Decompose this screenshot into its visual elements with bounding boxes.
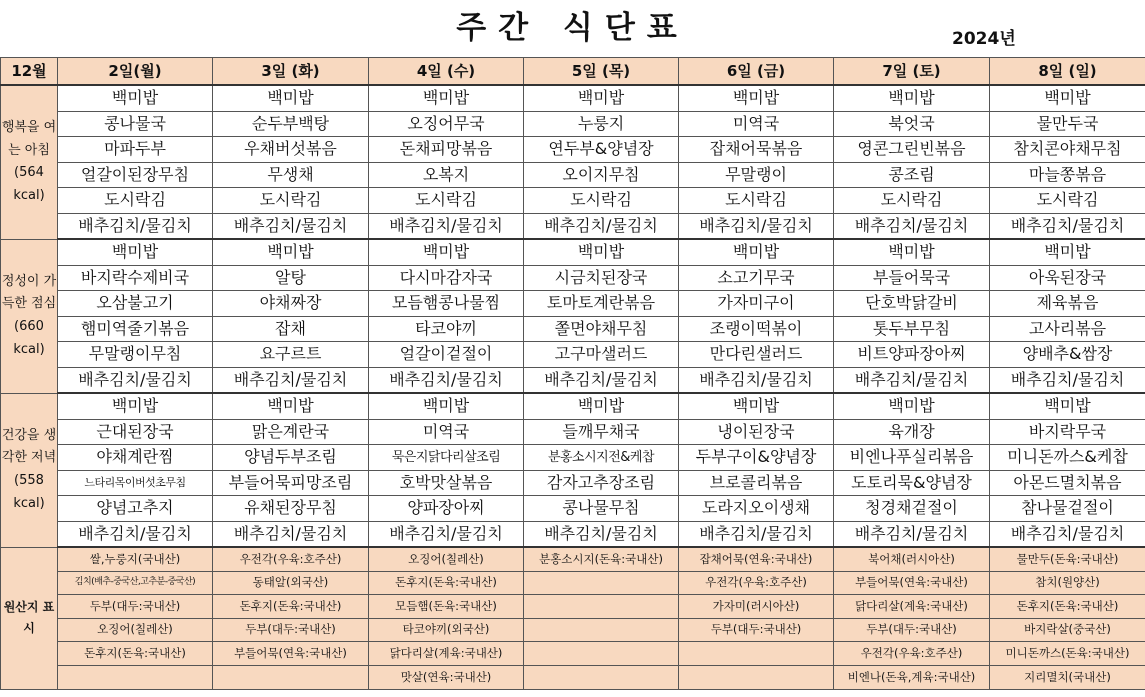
menu-item-cell: 백미밥 <box>524 239 679 265</box>
menu-item-cell: 물만두국 <box>990 111 1145 137</box>
origin-cell: 오징어(칠레산) <box>369 547 524 571</box>
menu-item-cell: 브로콜리볶음 <box>679 470 834 496</box>
breakfast-row <box>1 137 1145 163</box>
origin-row <box>1 642 1145 666</box>
menu-item-cell: 백미밥 <box>990 239 1145 265</box>
origin-cell: 분홍소시지(돈육:국내산) <box>524 547 679 571</box>
menu-item-cell: 도토리묵&양념장 <box>834 470 990 496</box>
menu-item-cell: 요구르트 <box>213 342 369 368</box>
dinner-row <box>1 521 1145 547</box>
menu-item-cell: 배추김치/물김치 <box>369 521 524 547</box>
menu-item-cell: 조랭이떡볶이 <box>679 316 834 342</box>
menu-item-cell: 배추김치/물김치 <box>679 367 834 393</box>
origin-cell: 우전각(우육:호주산) <box>679 571 834 595</box>
menu-item-cell: 부들어묵피망조림 <box>213 470 369 496</box>
menu-item-cell: 미역국 <box>369 419 524 445</box>
menu-item-cell: 참치콘야채무침 <box>990 137 1145 163</box>
menu-item-cell: 백미밥 <box>679 393 834 419</box>
menu-item-cell: 바지락수제비국 <box>58 265 213 291</box>
menu-item-cell: 가자미구이 <box>679 291 834 317</box>
breakfast-row <box>1 213 1145 239</box>
menu-item-cell: 맑은계란국 <box>213 419 369 445</box>
menu-table-body <box>1 58 1145 690</box>
origin-cell <box>679 642 834 666</box>
menu-item-cell: 오복지 <box>369 162 524 188</box>
menu-item-cell: 양념두부조림 <box>213 445 369 471</box>
menu-item-cell: 백미밥 <box>213 85 369 111</box>
menu-item-cell: 아몬드멸치볶음 <box>990 470 1145 496</box>
menu-item-cell: 백미밥 <box>524 393 679 419</box>
menu-item-cell: 쫄면야채무침 <box>524 316 679 342</box>
origin-cell <box>58 665 213 689</box>
breakfast-label: 행복을 여는 아침 (564 kcal) <box>1 85 58 239</box>
menu-item-cell: 백미밥 <box>58 239 213 265</box>
menu-item-cell: 콩나물국 <box>58 111 213 137</box>
page-title: 주간 식단표 <box>456 10 689 46</box>
origin-row <box>1 595 1145 619</box>
menu-item-cell: 배추김치/물김치 <box>990 521 1145 547</box>
menu-item-cell: 배추김치/물김치 <box>834 213 990 239</box>
menu-item-cell: 오이지무침 <box>524 162 679 188</box>
origin-cell: 두부(대두:국내산) <box>58 595 213 619</box>
menu-item-cell: 배추김치/물김치 <box>58 367 213 393</box>
menu-item-cell: 부들어묵국 <box>834 265 990 291</box>
origin-cell: 가자미(러시아산) <box>679 595 834 619</box>
breakfast-row <box>1 111 1145 137</box>
menu-item-cell: 백미밥 <box>524 85 679 111</box>
menu-item-cell: 우채버섯볶음 <box>213 137 369 163</box>
day-header: 3일 (화) <box>213 58 369 86</box>
lunch-label: 정성이 가득한 점심 (660 kcal) <box>1 239 58 393</box>
menu-item-cell: 백미밥 <box>834 85 990 111</box>
menu-item-cell: 도라지오이생채 <box>679 496 834 522</box>
menu-item-cell: 무말랭이무침 <box>58 342 213 368</box>
menu-header <box>0 0 1145 57</box>
menu-item-cell: 들깨무채국 <box>524 419 679 445</box>
menu-item-cell: 도시락김 <box>369 188 524 214</box>
menu-item-cell: 잡채 <box>213 316 369 342</box>
origin-row <box>1 571 1145 595</box>
origin-cell: 참치(원양산) <box>990 571 1145 595</box>
menu-item-cell: 배추김치/물김치 <box>834 521 990 547</box>
menu-item-cell: 바지락무국 <box>990 419 1145 445</box>
origin-cell: 맛살(연육:국내산) <box>369 665 524 689</box>
menu-item-cell: 도시락김 <box>58 188 213 214</box>
origin-cell: 돈후지(돈육:국내산) <box>990 595 1145 619</box>
menu-item-cell: 무말랭이 <box>679 162 834 188</box>
menu-item-cell: 모듬햄콩나물찜 <box>369 291 524 317</box>
menu-item-cell: 영콘그린빈볶음 <box>834 137 990 163</box>
dinner-label: 건강을 생각한 저녁 (558 kcal) <box>1 393 58 547</box>
dinner-row <box>1 445 1145 471</box>
menu-item-cell: 배추김치/물김치 <box>524 213 679 239</box>
menu-item-cell: 묵은지닭다리살조림 <box>369 445 524 471</box>
menu-item-cell: 미니돈까스&케찹 <box>990 445 1145 471</box>
origin-cell: 미니돈까스(돈육:국내산) <box>990 642 1145 666</box>
lunch-row <box>1 291 1145 317</box>
menu-item-cell: 백미밥 <box>834 239 990 265</box>
menu-item-cell: 백미밥 <box>834 393 990 419</box>
dinner-row <box>1 419 1145 445</box>
origin-cell: 김치(배추-중국산,고추분-중국산) <box>58 571 213 595</box>
origin-cell: 지리멸치(국내산) <box>990 665 1145 689</box>
menu-item-cell: 토마토계란볶음 <box>524 291 679 317</box>
menu-item-cell: 도시락김 <box>213 188 369 214</box>
menu-item-cell: 비엔나푸실리볶음 <box>834 445 990 471</box>
origin-cell <box>524 665 679 689</box>
menu-item-cell: 분홍소시지전&케찹 <box>524 445 679 471</box>
menu-item-cell: 얼갈이겉절이 <box>369 342 524 368</box>
origin-cell: 쌀,누룽지(국내산) <box>58 547 213 571</box>
menu-item-cell: 배추김치/물김치 <box>524 367 679 393</box>
menu-item-cell: 백미밥 <box>58 85 213 111</box>
menu-item-cell: 잡채어묵볶음 <box>679 137 834 163</box>
dinner-row <box>1 496 1145 522</box>
lunch-row <box>1 342 1145 368</box>
origin-cell: 닭다리살(계육:국내산) <box>369 642 524 666</box>
menu-item-cell: 도시락김 <box>679 188 834 214</box>
menu-item-cell: 백미밥 <box>990 393 1145 419</box>
day-header: 5일 (목) <box>524 58 679 86</box>
day-header: 7일 (토) <box>834 58 990 86</box>
menu-item-cell: 도시락김 <box>524 188 679 214</box>
menu-item-cell: 톳두부무침 <box>834 316 990 342</box>
breakfast-row <box>1 162 1145 188</box>
origin-row <box>1 547 1145 571</box>
menu-item-cell: 콩나물무침 <box>524 496 679 522</box>
menu-item-cell: 야채짜장 <box>213 291 369 317</box>
lunch-row <box>1 367 1145 393</box>
menu-item-cell: 느타리목이버섯초무침 <box>58 470 213 496</box>
origin-row <box>1 618 1145 642</box>
origin-cell: 바지락살(중국산) <box>990 618 1145 642</box>
menu-item-cell: 돈채피망볶음 <box>369 137 524 163</box>
menu-item-cell: 고사리볶음 <box>990 316 1145 342</box>
menu-item-cell: 유채된장무침 <box>213 496 369 522</box>
origin-label: 원산지 표시 <box>1 547 58 689</box>
origin-cell: 물만두(돈육:국내산) <box>990 547 1145 571</box>
menu-item-cell: 배추김치/물김치 <box>679 521 834 547</box>
weekly-menu-table <box>0 57 1145 690</box>
origin-cell: 북어채(러시아산) <box>834 547 990 571</box>
menu-item-cell: 배추김치/물김치 <box>213 213 369 239</box>
day-header: 4일 (수) <box>369 58 524 86</box>
menu-item-cell: 백미밥 <box>679 85 834 111</box>
menu-item-cell: 야채계란찜 <box>58 445 213 471</box>
menu-item-cell: 근대된장국 <box>58 419 213 445</box>
menu-item-cell: 제육볶음 <box>990 291 1145 317</box>
origin-cell: 타코야끼(외국산) <box>369 618 524 642</box>
origin-cell <box>524 618 679 642</box>
menu-item-cell: 두부구이&양념장 <box>679 445 834 471</box>
menu-item-cell: 양배추&쌈장 <box>990 342 1145 368</box>
origin-cell: 돈후지(돈육:국내산) <box>213 595 369 619</box>
menu-item-cell: 연두부&양념장 <box>524 137 679 163</box>
origin-cell <box>524 642 679 666</box>
menu-item-cell: 양념고추지 <box>58 496 213 522</box>
menu-item-cell: 배추김치/물김치 <box>213 367 369 393</box>
origin-cell: 오징어(칠레산) <box>58 618 213 642</box>
menu-item-cell: 배추김치/물김치 <box>834 367 990 393</box>
menu-item-cell: 타코야끼 <box>369 316 524 342</box>
menu-item-cell: 육개장 <box>834 419 990 445</box>
menu-item-cell: 누룽지 <box>524 111 679 137</box>
menu-item-cell: 다시마감자국 <box>369 265 524 291</box>
menu-item-cell: 감자고추장조림 <box>524 470 679 496</box>
menu-item-cell: 얼갈이된장무침 <box>58 162 213 188</box>
menu-item-cell: 오징어무국 <box>369 111 524 137</box>
origin-cell <box>679 665 834 689</box>
origin-cell: 부들어묵(연육:국내산) <box>213 642 369 666</box>
menu-item-cell: 배추김치/물김치 <box>990 367 1145 393</box>
menu-item-cell: 마파두부 <box>58 137 213 163</box>
menu-item-cell: 아욱된장국 <box>990 265 1145 291</box>
year-label: 2024년 <box>952 29 1016 49</box>
menu-item-cell: 백미밥 <box>369 393 524 419</box>
menu-item-cell: 백미밥 <box>58 393 213 419</box>
origin-cell: 부들어묵(연육:국내산) <box>834 571 990 595</box>
dinner-row <box>1 470 1145 496</box>
month-cell: 12월 <box>1 58 58 86</box>
menu-item-cell: 알탕 <box>213 265 369 291</box>
origin-cell <box>524 571 679 595</box>
origin-cell: 돈후지(돈육:국내산) <box>58 642 213 666</box>
menu-item-cell: 마늘쫑볶음 <box>990 162 1145 188</box>
menu-item-cell: 백미밥 <box>213 393 369 419</box>
menu-item-cell: 순두부백탕 <box>213 111 369 137</box>
menu-item-cell: 배추김치/물김치 <box>524 521 679 547</box>
menu-item-cell: 콩조림 <box>834 162 990 188</box>
origin-cell: 비엔나(돈육,계육:국내산) <box>834 665 990 689</box>
menu-item-cell: 햄미역줄기볶음 <box>58 316 213 342</box>
origin-cell: 닭다리살(계육:국내산) <box>834 595 990 619</box>
origin-cell: 우전각(우육:호주산) <box>213 547 369 571</box>
lunch-row <box>1 316 1145 342</box>
menu-item-cell: 백미밥 <box>990 85 1145 111</box>
menu-item-cell: 시금치된장국 <box>524 265 679 291</box>
menu-item-cell: 냉이된장국 <box>679 419 834 445</box>
menu-item-cell: 양파장아찌 <box>369 496 524 522</box>
lunch-row <box>1 265 1145 291</box>
origin-cell: 모듬햄(돈육:국내산) <box>369 595 524 619</box>
dinner-row <box>1 393 1145 419</box>
menu-item-cell: 단호박닭갈비 <box>834 291 990 317</box>
origin-cell: 우전각(우육:호주산) <box>834 642 990 666</box>
menu-item-cell: 도시락김 <box>990 188 1145 214</box>
breakfast-row <box>1 85 1145 111</box>
day-header: 2일(월) <box>58 58 213 86</box>
origin-cell: 두부(대두:국내산) <box>834 618 990 642</box>
menu-item-cell: 배추김치/물김치 <box>990 213 1145 239</box>
menu-item-cell: 백미밥 <box>369 85 524 111</box>
origin-cell <box>524 595 679 619</box>
menu-item-cell: 참나물겉절이 <box>990 496 1145 522</box>
menu-item-cell: 미역국 <box>679 111 834 137</box>
lunch-row <box>1 239 1145 265</box>
menu-item-cell: 고구마샐러드 <box>524 342 679 368</box>
menu-item-cell: 만다린샐러드 <box>679 342 834 368</box>
origin-cell: 동태알(외국산) <box>213 571 369 595</box>
menu-item-cell: 오삼불고기 <box>58 291 213 317</box>
menu-item-cell: 호박맛살볶음 <box>369 470 524 496</box>
day-header-row <box>1 58 1145 86</box>
menu-item-cell: 비트양파장아찌 <box>834 342 990 368</box>
menu-item-cell: 배추김치/물김치 <box>679 213 834 239</box>
menu-item-cell: 백미밥 <box>213 239 369 265</box>
menu-item-cell: 백미밥 <box>369 239 524 265</box>
menu-item-cell: 청경채겉절이 <box>834 496 990 522</box>
origin-cell: 두부(대두:국내산) <box>213 618 369 642</box>
origin-row <box>1 665 1145 689</box>
day-header: 8일 (일) <box>990 58 1145 86</box>
menu-item-cell: 배추김치/물김치 <box>213 521 369 547</box>
menu-item-cell: 도시락김 <box>834 188 990 214</box>
menu-item-cell: 배추김치/물김치 <box>58 213 213 239</box>
menu-item-cell: 배추김치/물김치 <box>369 367 524 393</box>
day-header: 6일 (금) <box>679 58 834 86</box>
origin-cell <box>213 665 369 689</box>
origin-cell: 잡채어묵(연육:국내산) <box>679 547 834 571</box>
menu-item-cell: 북엇국 <box>834 111 990 137</box>
menu-item-cell: 배추김치/물김치 <box>58 521 213 547</box>
origin-cell: 돈후지(돈육:국내산) <box>369 571 524 595</box>
menu-item-cell: 백미밥 <box>679 239 834 265</box>
menu-item-cell: 소고기무국 <box>679 265 834 291</box>
menu-item-cell: 무생채 <box>213 162 369 188</box>
breakfast-row <box>1 188 1145 214</box>
menu-item-cell: 배추김치/물김치 <box>369 213 524 239</box>
origin-cell: 두부(대두:국내산) <box>679 618 834 642</box>
